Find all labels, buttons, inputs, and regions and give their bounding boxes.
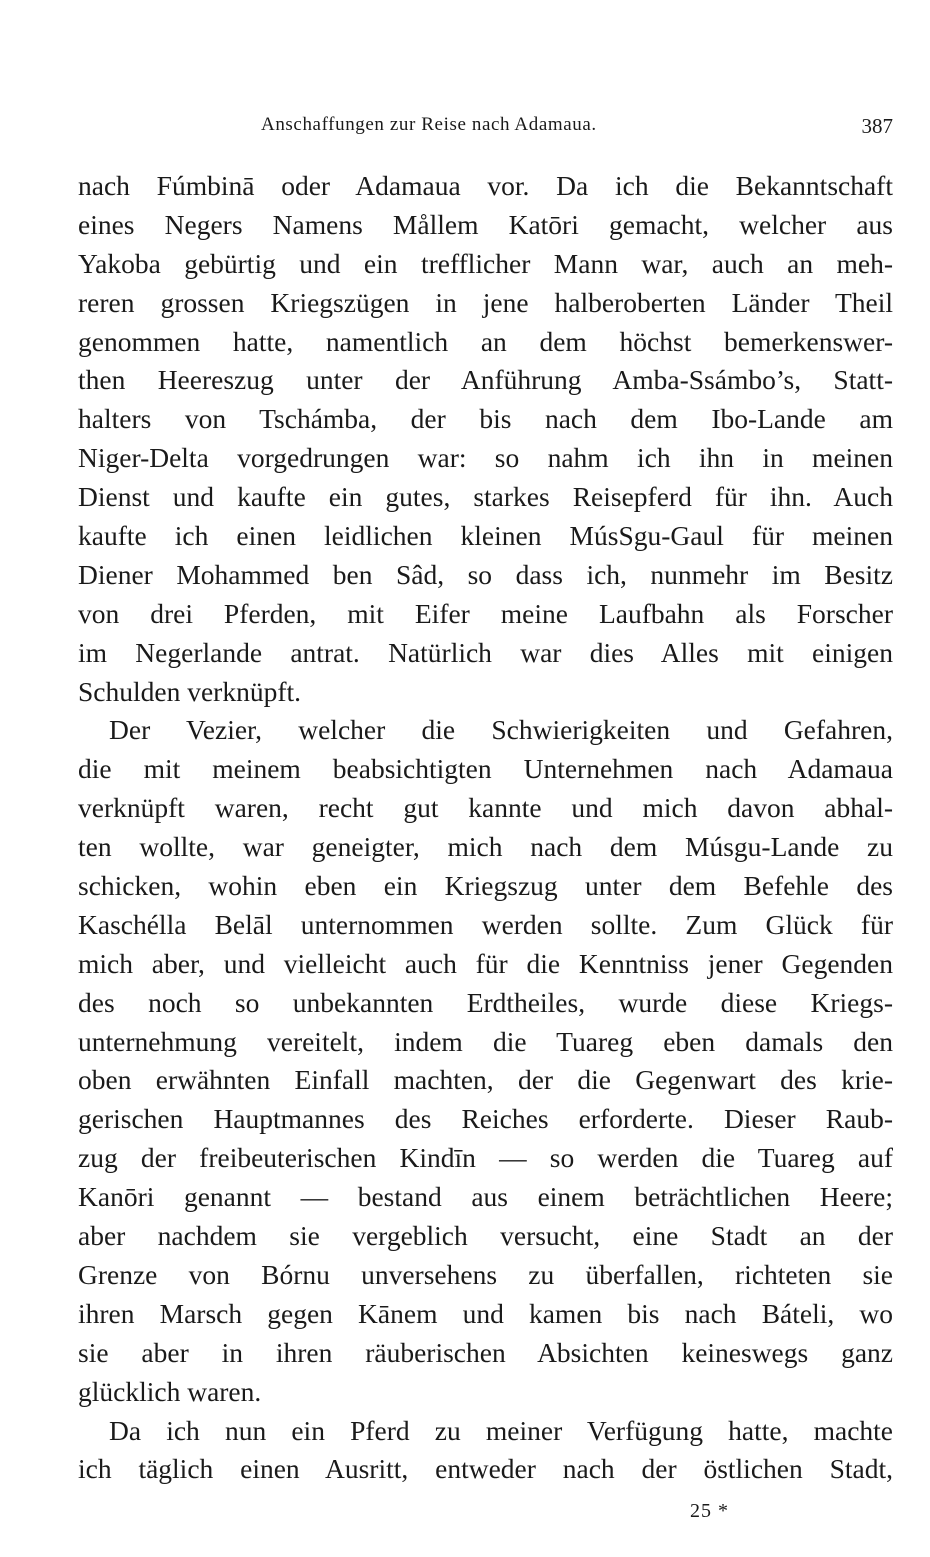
text-line: Da ich nun ein Pferd zu meiner Verfügung hatte, machte — [109, 1414, 893, 1446]
text-line: des noch so unbekannten Erdtheiles, wurde diese Kriegs- — [78, 986, 893, 1018]
text-line: Diener Mohammed ben Sâd, so dass ich, nunmehr im Besitz — [78, 558, 893, 590]
text-line: kaufte ich einen leidlichen kleinen MúsSgu-Gaul für meinen — [78, 520, 893, 552]
text-line: mich aber, und vielleicht auch für die Kenntniss jener Gegenden — [78, 947, 893, 979]
text-line: aber nachdem sie vergeblich versucht, eine Stadt an der — [78, 1220, 893, 1252]
body-text — [78, 167, 893, 1489]
text-line: ten wollte, war geneigter, mich nach dem Músgu-Lande zu — [78, 831, 893, 863]
text-line: unternehmung vereitelt, indem die Tuareg eben damals den — [78, 1025, 893, 1057]
text-line: Kanōri genannt — bestand aus einem beträchtlichen Heere; — [78, 1181, 893, 1213]
text-line: im Negerlande antrat. Natürlich war dies Alles mit einigen — [78, 636, 893, 668]
text-line: nach Fúmbinā oder Adamaua vor. Da ich die Bekanntschaft — [78, 170, 893, 201]
text-line: Dienst und kaufte ein gutes, starkes Reisepferd für ihn. Auch — [78, 481, 893, 513]
text-line: ich täglich einen Ausritt, entweder nach der östlichen Stadt, — [78, 1453, 893, 1485]
text-line: zug der freibeuterischen Kindīn — so werden die Tuareg auf — [78, 1142, 893, 1174]
text-line: halters von Tschámba, der bis nach dem Ibo-Lande am — [78, 403, 893, 435]
text-line: von drei Pferden, mit Eifer meine Laufbahn als Forscher — [78, 597, 893, 629]
text-line: reren grossen Kriegszügen in jene halberoberten Länder Theil — [78, 286, 893, 318]
text-line: glücklich waren. — [78, 1375, 262, 1407]
running-head — [78, 114, 893, 144]
text-line: Schulden verknüpft. — [78, 675, 302, 707]
text-line: verknüpft waren, recht gut kannte und mich davon abhal- — [78, 792, 893, 824]
text-line: Niger-Delta vorgedrungen war: so nahm ich ihn in meinen — [78, 442, 893, 474]
page-number: 387 — [861, 114, 893, 138]
text-line: oben erwähnten Einfall machten, der die Gegenwart des krie- — [78, 1064, 893, 1096]
text-line: gerischen Hauptmannes des Reiches erforderte. Dieser Raub- — [78, 1103, 893, 1135]
text-line: then Heereszug unter der Anführung Amba-Ssámbo’s, Statt- — [78, 364, 893, 396]
text-line: schicken, wohin eben ein Kriegszug unter dem Befehle des — [78, 870, 893, 902]
signature-mark: 25 * — [690, 1500, 729, 1522]
running-title: Anschaffungen zur Reise nach Adamaua. — [261, 114, 597, 135]
text-line: Yakoba gebürtig und ein trefflicher Mann war, auch an meh- — [78, 247, 893, 279]
text-line: Grenze von Bórnu unversehens zu überfallen, richteten sie — [78, 1258, 893, 1290]
text-line: genommen hatte, namentlich an dem höchst bemerkenswer- — [78, 325, 893, 357]
text-line: Kaschélla Belāl unternommen werden sollte. Zum Glück für — [78, 908, 893, 940]
text-line: die mit meinem beabsichtigten Unternehmen nach Adamaua — [78, 753, 893, 785]
text-line: sie aber in ihren räuberischen Absichten keineswegs ganz — [78, 1336, 893, 1368]
text-line: ihren Marsch gegen Kānem und kamen bis nach Báteli, wo — [78, 1297, 893, 1329]
text-line: eines Negers Namens Mållem Katōri gemacht, welcher aus — [78, 208, 893, 240]
text-line: Der Vezier, welcher die Schwierigkeiten und Gefahren, — [109, 714, 893, 746]
